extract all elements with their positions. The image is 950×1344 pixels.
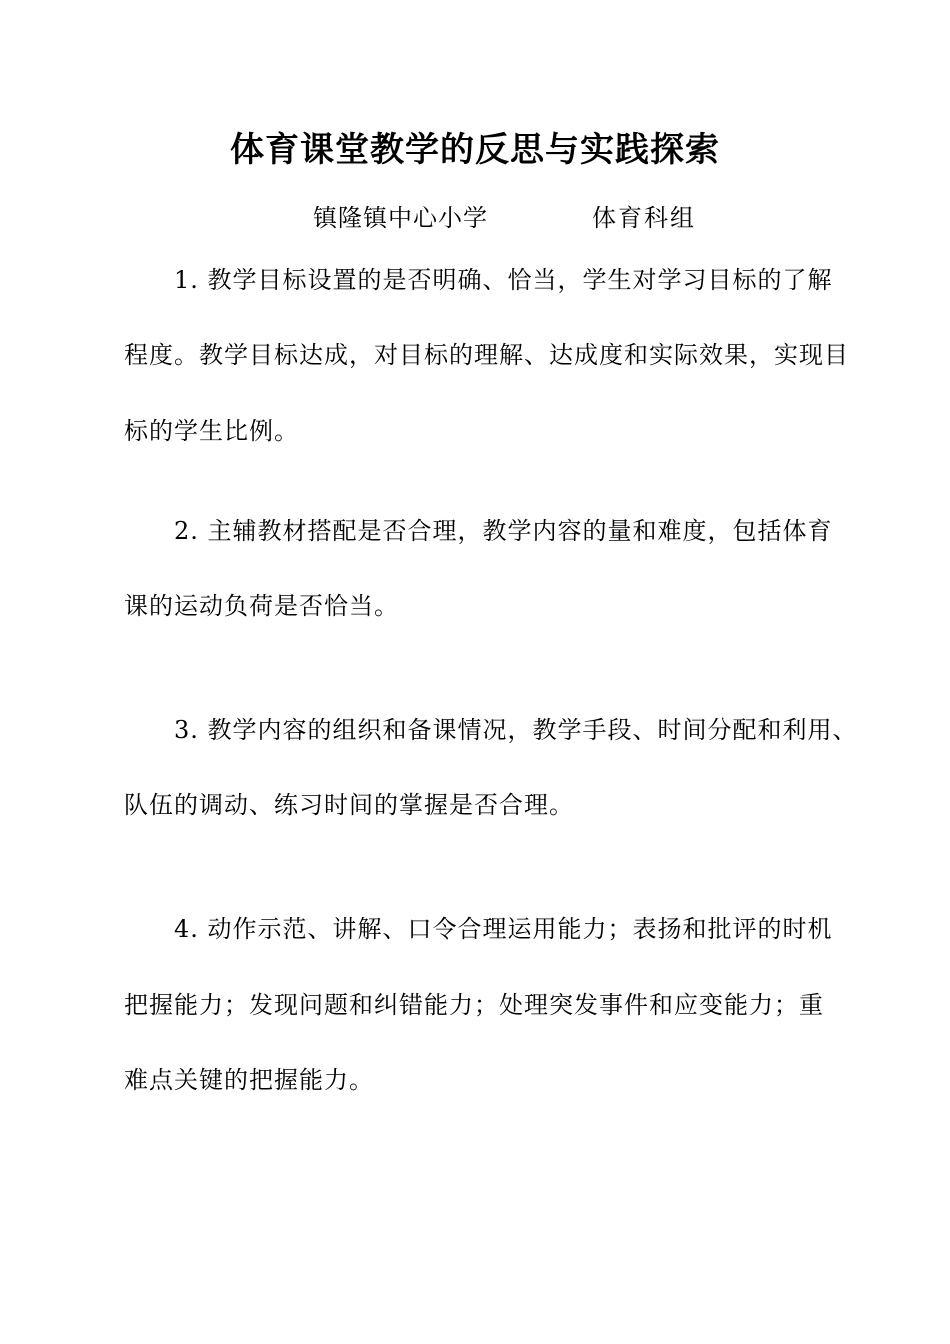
page-title: 体育课堂教学的反思与实践探索 bbox=[230, 130, 720, 170]
byline bbox=[0, 200, 950, 236]
paragraph-line: 2. 主辅教材搭配是否合理，教学内容的量和难度，包括体育 bbox=[174, 517, 833, 545]
paragraph-line: 标的学生比例。 bbox=[124, 417, 299, 445]
paragraph-line: 难点关键的把握能力。 bbox=[124, 1066, 374, 1094]
school-name: 镇隆镇中心小学 bbox=[313, 204, 488, 232]
group-name: 体育科组 bbox=[592, 204, 696, 232]
paragraph-line: 把握能力；发现问题和纠错能力；处理突发事件和应变能力；重 bbox=[124, 991, 824, 1019]
paragraph-line: 3. 教学内容的组织和备课情况，教学手段、时间分配和利用、 bbox=[174, 716, 858, 744]
paragraph-line: 1. 教学目标设置的是否明确、恰当，学生对学习目标的了解 bbox=[174, 266, 833, 294]
paragraph-line: 4. 动作示范、讲解、口令合理运用能力；表扬和批评的时机 bbox=[174, 915, 833, 943]
paragraph-line: 队伍的调动、练习时间的掌握是否合理。 bbox=[124, 791, 574, 819]
paragraph-line: 课的运动负荷是否恰当。 bbox=[124, 592, 399, 620]
paragraph-line: 程度。教学目标达成，对目标的理解、达成度和实际效果，实现目 bbox=[124, 341, 849, 369]
